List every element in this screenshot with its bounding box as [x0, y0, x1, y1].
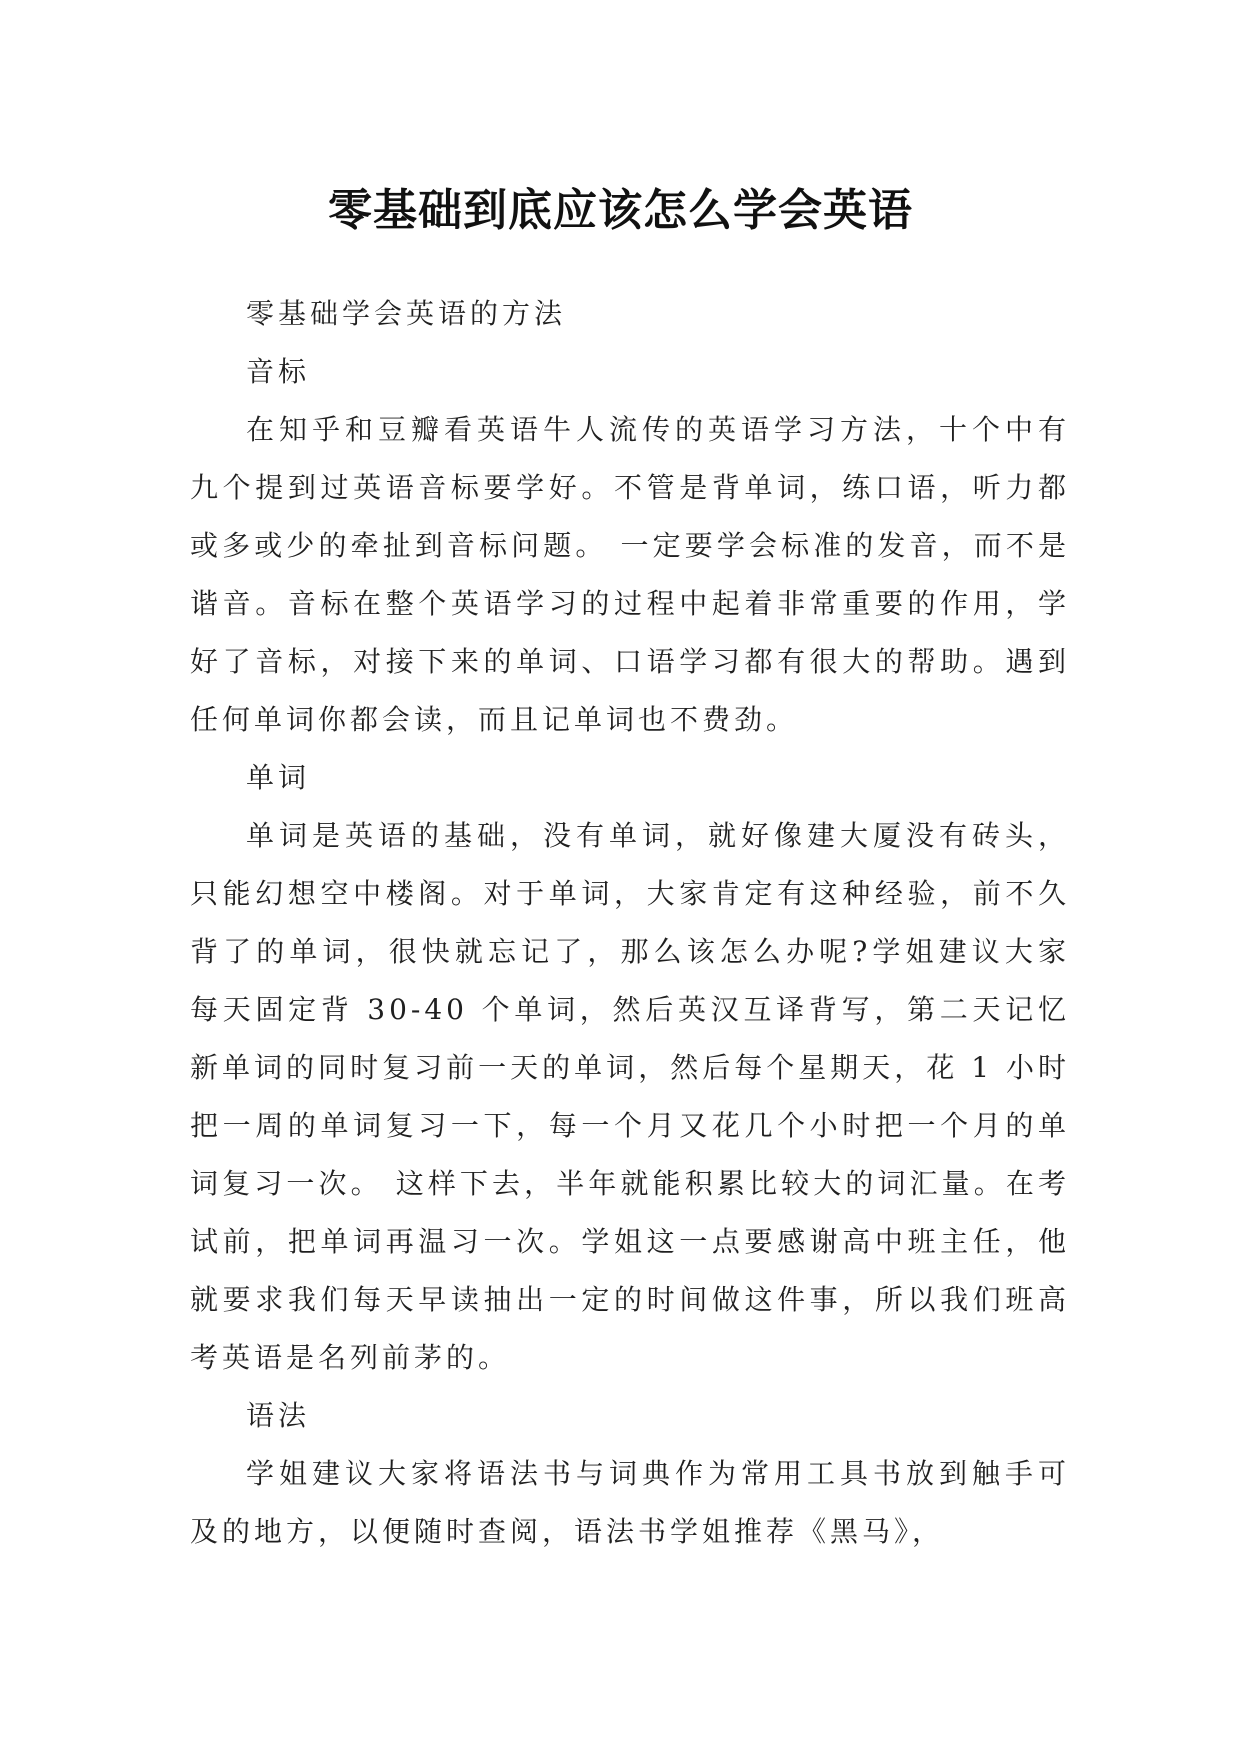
section-heading-grammar: 语法 — [246, 1399, 311, 1432]
section-heading-methods: 零基础学会英语的方法 — [246, 297, 567, 330]
document-title: 零基础到底应该怎么学会英语 — [328, 185, 913, 237]
paragraph-vocabulary: 单词是英语的基础，没有单词，就好像建大厦没有砖头，只能幻想空中楼阁。对于单词，大家肯定有这种经验，前不久背了的单词，很快就忘记了，那么该怎么办呢?学姐建议大家每天固定背 30-40 个单词，然后英汉互译背写，第二天记忆新单词的同时复习前一天的单词，然后每个星期天，花 1 小时把一周的单词复习一下，每一个月又花几个小时把一个月的单词复习一次。 这样下去，半年就能积累比较大的词汇量。在考试前，把单词再温习一次。学姐这一点要感谢高中班主任，他就要求我们每天早读抽出一定的时间做这件事，所以我们班高考英语是名列前茅的。 — [190, 819, 1070, 1374]
document-body — [190, 285, 1070, 1561]
section-heading-vocabulary: 单词 — [246, 761, 311, 794]
section-heading-phonetics: 音标 — [246, 355, 311, 388]
paragraph-grammar: 学姐建议大家将语法书与词典作为常用工具书放到触手可及的地方，以便随时查阅，语法书学姐推荐《黑马》， — [190, 1457, 1070, 1548]
paragraph-phonetics: 在知乎和豆瓣看英语牛人流传的英语学习方法，十个中有九个提到过英语音标要学好。不管是背单词，练口语，听力都或多或少的牵扯到音标问题。 一定要学会标准的发音，而不是谐音。音标在整个英语学习的过程中起着非常重要的作用，学好了音标，对接下来的单词、口语学习都有很大的帮助。遇到任何单词你都会读，而且记单词也不费劲。 — [190, 413, 1070, 736]
